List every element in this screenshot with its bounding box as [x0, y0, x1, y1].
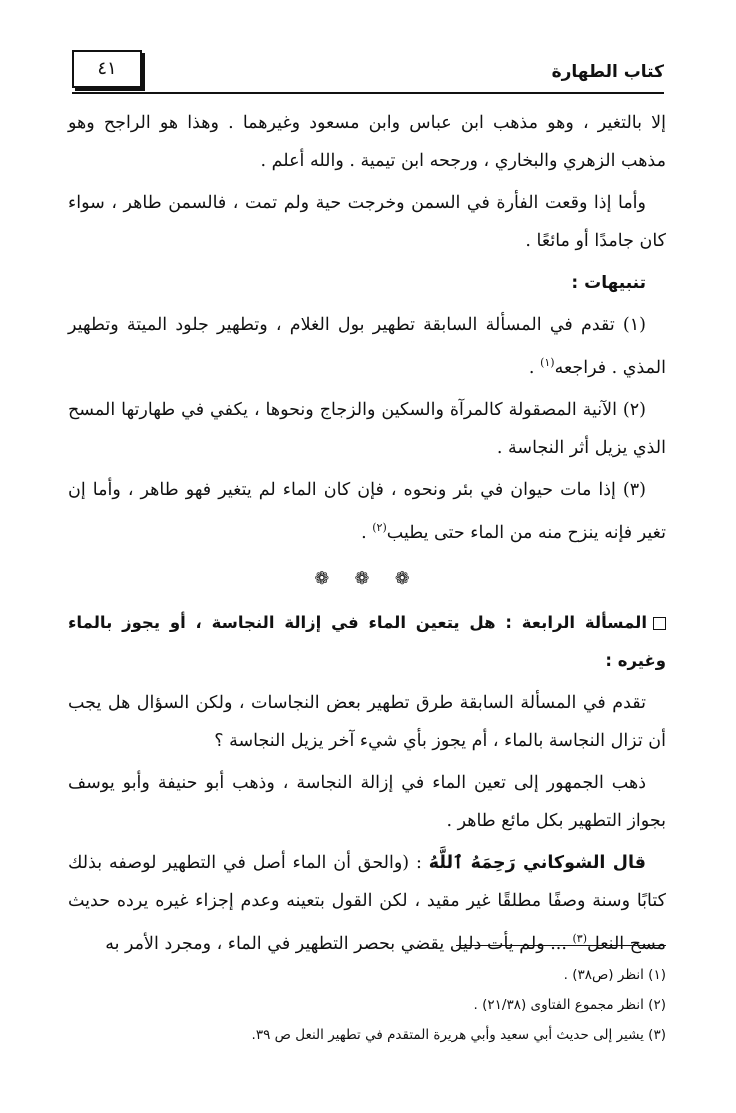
note-1-end: . [528, 357, 541, 378]
paragraph-1: إلا بالتغير ، وهو مذهب ابن عباس وابن مسعود وغيرهما . وهذا هو الراجح وهو مذهب الزهري والبخاري ، ورجحه ابن تيمية . والله أعلم . [68, 113, 666, 171]
footnotes [68, 960, 666, 1050]
book-title: كتاب الطهارة [551, 62, 664, 82]
page-number-box [72, 50, 142, 88]
section-heading [68, 604, 666, 680]
main-text [68, 104, 666, 966]
note-3-end: . [361, 522, 373, 543]
footnote-divider [456, 945, 666, 946]
paragraph-5-text-b: ... ولم يأت دليل يقضي بحصر التطهير في الماء ، ومجرد الأمر به [105, 933, 573, 954]
section-heading-text: المسألة الرابعة : هل يتعين الماء في إزالة النجاسة ، أو يجوز بالماء وغيره : [68, 612, 666, 670]
footnote-3: (٣) يشير إلى حديث أبي سعيد وأبي هريرة المتقدم في تطهير النعل ص ٣٩. [251, 1027, 666, 1043]
note-2: (٢) الآنية المصقولة كالمرآة والسكين والزجاج ونحوها ، يكفي في طهارتها المسح الذي يزيل أثر النجاسة . [68, 399, 666, 458]
header-divider [72, 92, 664, 94]
note-1-text: (١) تقدم في المسألة السابقة تطهير بول الغلام ، وتطهير جلود الميتة وتطهير المذي . فراجعه [68, 315, 666, 378]
footnote-ref-2: (٢) [372, 520, 387, 534]
tanbihat-heading: تنبيهات : [571, 273, 646, 293]
paragraph-3: تقدم في المسألة السابقة طرق تطهير بعض النجاسات ، ولكن السؤال هل يجب أن تزال النجاسة بالماء ، أم يجوز بأي شيء آخر يزيل النجاسة ؟ [68, 692, 666, 751]
shawkani-quote-lead: قال الشوكاني رَحِمَهُ ٱللَّهُ [428, 852, 646, 873]
page-number: ٤١ [97, 58, 117, 79]
note-3-text: (٣) إذا مات حيوان في بئر ونحوه ، فإن كان الماء لم يتغير فهو طاهر ، وأما إن تغير فإنه ينزح منه من الماء حتى يطيب [68, 479, 666, 543]
section-separator: ❁ ❁ ❁ [314, 568, 420, 589]
footnote-2: (٢) انظر مجموع الفتاوى (٢١/٣٨) . [473, 997, 666, 1013]
note-1 [68, 306, 666, 387]
footnote-ref-1: (١) [540, 356, 555, 369]
footnote-ref-3: (٣) [572, 931, 587, 945]
note-3 [68, 471, 666, 552]
footnote-1: (١) انظر (ص٣٨) . [563, 967, 666, 983]
square-bullet-icon [653, 617, 666, 630]
paragraph-2: وأما إذا وقعت الفأرة في السمن وخرجت حية ولم تمت ، فالسمن طاهر ، سواء كان جامدًا أو مائعًا . [68, 193, 666, 251]
paragraph-5-text-a: : (والحق أن الماء أصل في التطهير لوصفه بذلك كتابًا وسنة وصفًا مطلقًا غير مقيد ، لكن القول بتعينه وعدم إجزاء غيره يرده حديث مسح النعل [68, 852, 667, 954]
page-header [72, 48, 664, 98]
paragraph-4: ذهب الجمهور إلى تعين الماء في إزالة النجاسة ، وذهب أبو حنيفة وأبو يوسف بجواز التطهير بكل مائع طاهر . [68, 772, 666, 831]
